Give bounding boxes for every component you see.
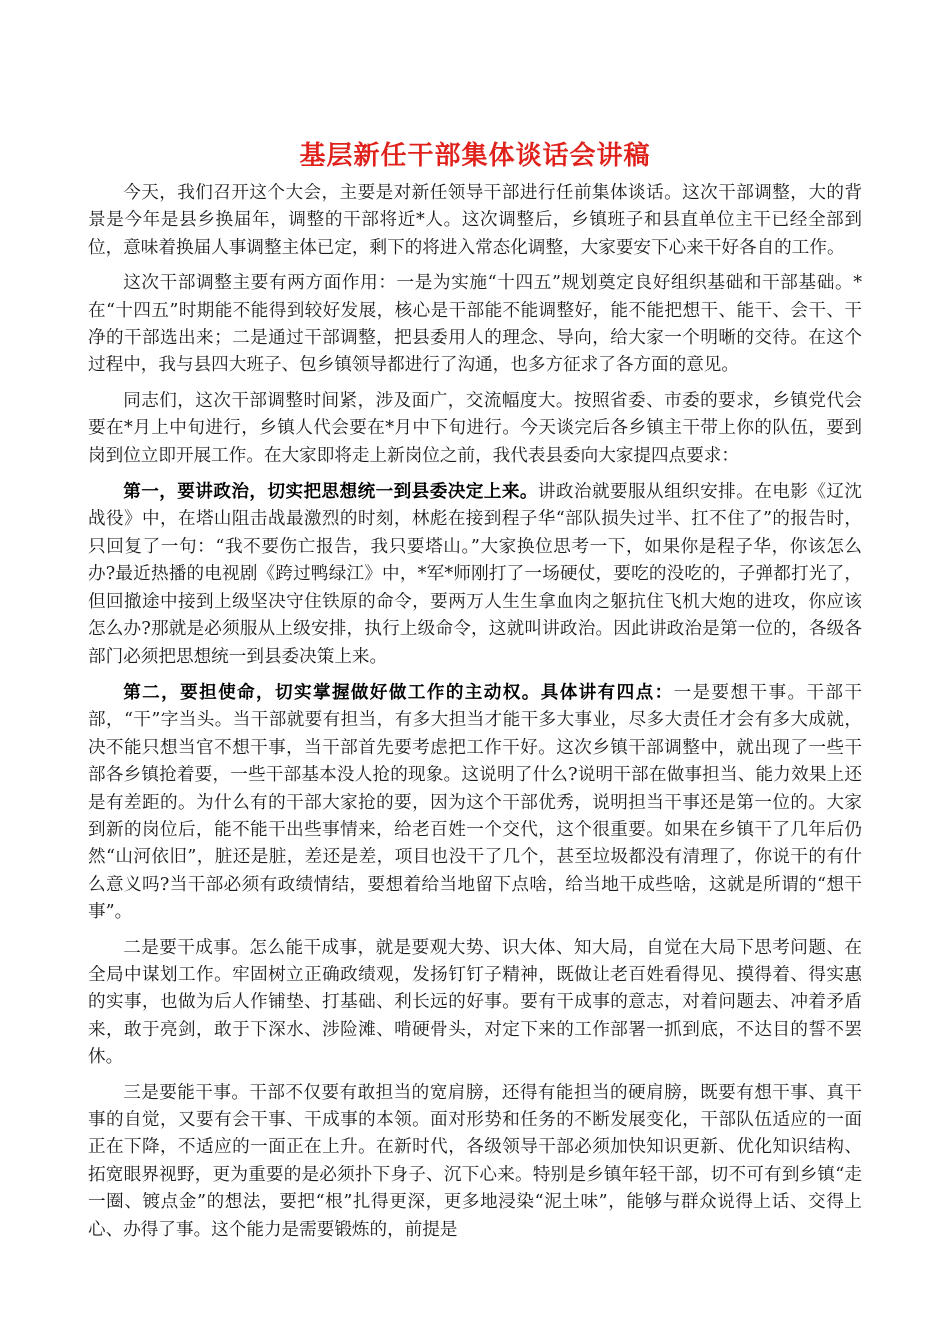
paragraph-2 xyxy=(88,270,862,380)
paragraph-5-lead: 第二，要担使命，切实掌握做好做工作的主动权。具体讲有四点： xyxy=(123,681,674,703)
paragraph-4-lead: 第一，要讲政治，切实把思想统一到县委决定上来。 xyxy=(123,481,538,503)
document-title: 基层新任干部集体谈话会讲稿 xyxy=(299,141,651,171)
paragraph-4 xyxy=(88,478,862,671)
paragraph-6 xyxy=(88,935,862,1072)
paragraph-7-text: 三是要能干事。干部不仅要有敢担当的宽肩膀，还得有能担当的硬肩膀，既要有想干事、真干事的自觉，又要有会干事、干成事的本领。面对形势和任务的不断发展变化，干部队伍适应的一面正在下降，不适应的一面正在上升。在新时代，各级领导干部必须加快知识更新、优化知识结构、拓宽眼界视野，更为重要的是必须扑下身子、沉下心来。特别是乡镇年轻干部，切不可有到乡镇“走一圈、镀点金”的想法，要把“根”扎得更深，更多地浸染“泥土味”，能够与群众说得上话、交得上心、办得了事。这个能力是需要锻炼的，前提是 xyxy=(88,1082,862,1240)
paragraph-5-text: 一是要想干事。干部干部，“干”字当头。当干部就要有担当，有多大担当才能干多大事业，尽多大责任才会有多大成就，决不能只想当官不想干事，当干部首先要考虑把工作干好。这次乡镇干部调整中，就出现了一些干部各乡镇抢着要，一些干部基本没人抢的现象。这说明了什么?说明干部在做事担当、能力效果上还是有差距的。为什么有的干部大家抢的要，因为这个干部优秀，说明担当干事还是第一位的。大家到新的岗位后，能不能干出些事情来，给老百姓一个交代，这个很重要。如果在乡镇干了几年后仍然“山河依旧”，脏还是脏，差还是差，项目也没干了几个，甚至垃圾都没有清理了，你说干的有什么意义吗?当干部必须有政绩情结，要想着给当地留下点啥，给当地干成些啥，这就是所谓的“想干事”。 xyxy=(88,682,862,923)
paragraph-2-text: 这次干部调整主要有两方面作用：一是为实施“十四五”规划奠定良好组织基础和干部基础。*在“十四五”时期能不能得到较好发展，核心是干部能不能调整好，能不能把想干、能干、会干、干净的干部选出来；二是通过干部调整，把县委用人的理念、导向，给大家一个明晰的交待。在这个过程中，我与县四大班子、包乡镇领导都进行了沟通，也多方征求了各方面的意见。 xyxy=(88,273,862,376)
paragraph-5 xyxy=(88,679,862,927)
paragraph-6-text: 二是要干成事。怎么能干成事，就是要观大势、识大体、知大局，自觉在大局下思考问题、在全局中谋划工作。牢固树立正确政绩观，发扬钉钉子精神，既做让老百姓看得见、摸得着、得实惠的实事，也做为后人作铺垫、打基础、利长远的好事。要有干成事的意志，对着问题去、冲着矛盾来，敢于亮剑，敢于下深水、涉险滩、啃硬骨头，对定下来的工作部署一抓到底，不达目的誓不罢休。 xyxy=(88,937,862,1068)
paragraph-1 xyxy=(88,180,862,262)
paragraph-3-text: 同志们，这次干部调整时间紧，涉及面广，交流幅度大。按照省委、市委的要求，乡镇党代会要在*月上中旬进行，乡镇人代会要在*月中下旬进行。今天谈完后各乡镇主干带上你的队伍，要到岗到位立即开展工作。在大家即将走上新岗位之前，我代表县委向大家提四点要求： xyxy=(88,390,862,466)
document-body xyxy=(88,180,862,1252)
paragraph-3 xyxy=(88,388,862,470)
paragraph-4-text: 讲政治就要服从组织安排。在电影《辽沈战役》中，在塔山阻击战最激烈的时刻，林彪在接到程子华“部队损失过半、扛不住了”的报告时，只回复了一句：“我不要伤亡报告，我只要塔山。”大家换位思考一下，如果你是程子华，你该怎么办?最近热播的电视剧《跨过鸭绿江》中，*军*师刚打了一场硬仗，要吃的没吃的，子弹都打光了，但回撤途中接到上级坚决守住铁原的命令，要两万人生生拿血肉之躯抗住飞机大炮的进攻，你应该怎么办?那就是必须服从上级安排，执行上级命令，这就叫讲政治。因此讲政治是第一位的，各级各部门必须把思想统一到县委决策上来。 xyxy=(88,482,862,667)
paragraph-1-text: 今天，我们召开这个大会，主要是对新任领导干部进行任前集体谈话。这次干部调整，大的背景是今年是县乡换届年，调整的干部将近*人。这次调整后，乡镇班子和县直单位主干已经全部到位，意味着换届人事调整主体已定，剩下的将进入常态化调整，大家要安下心来干好各自的工作。 xyxy=(88,183,862,258)
paragraph-7 xyxy=(88,1080,862,1244)
